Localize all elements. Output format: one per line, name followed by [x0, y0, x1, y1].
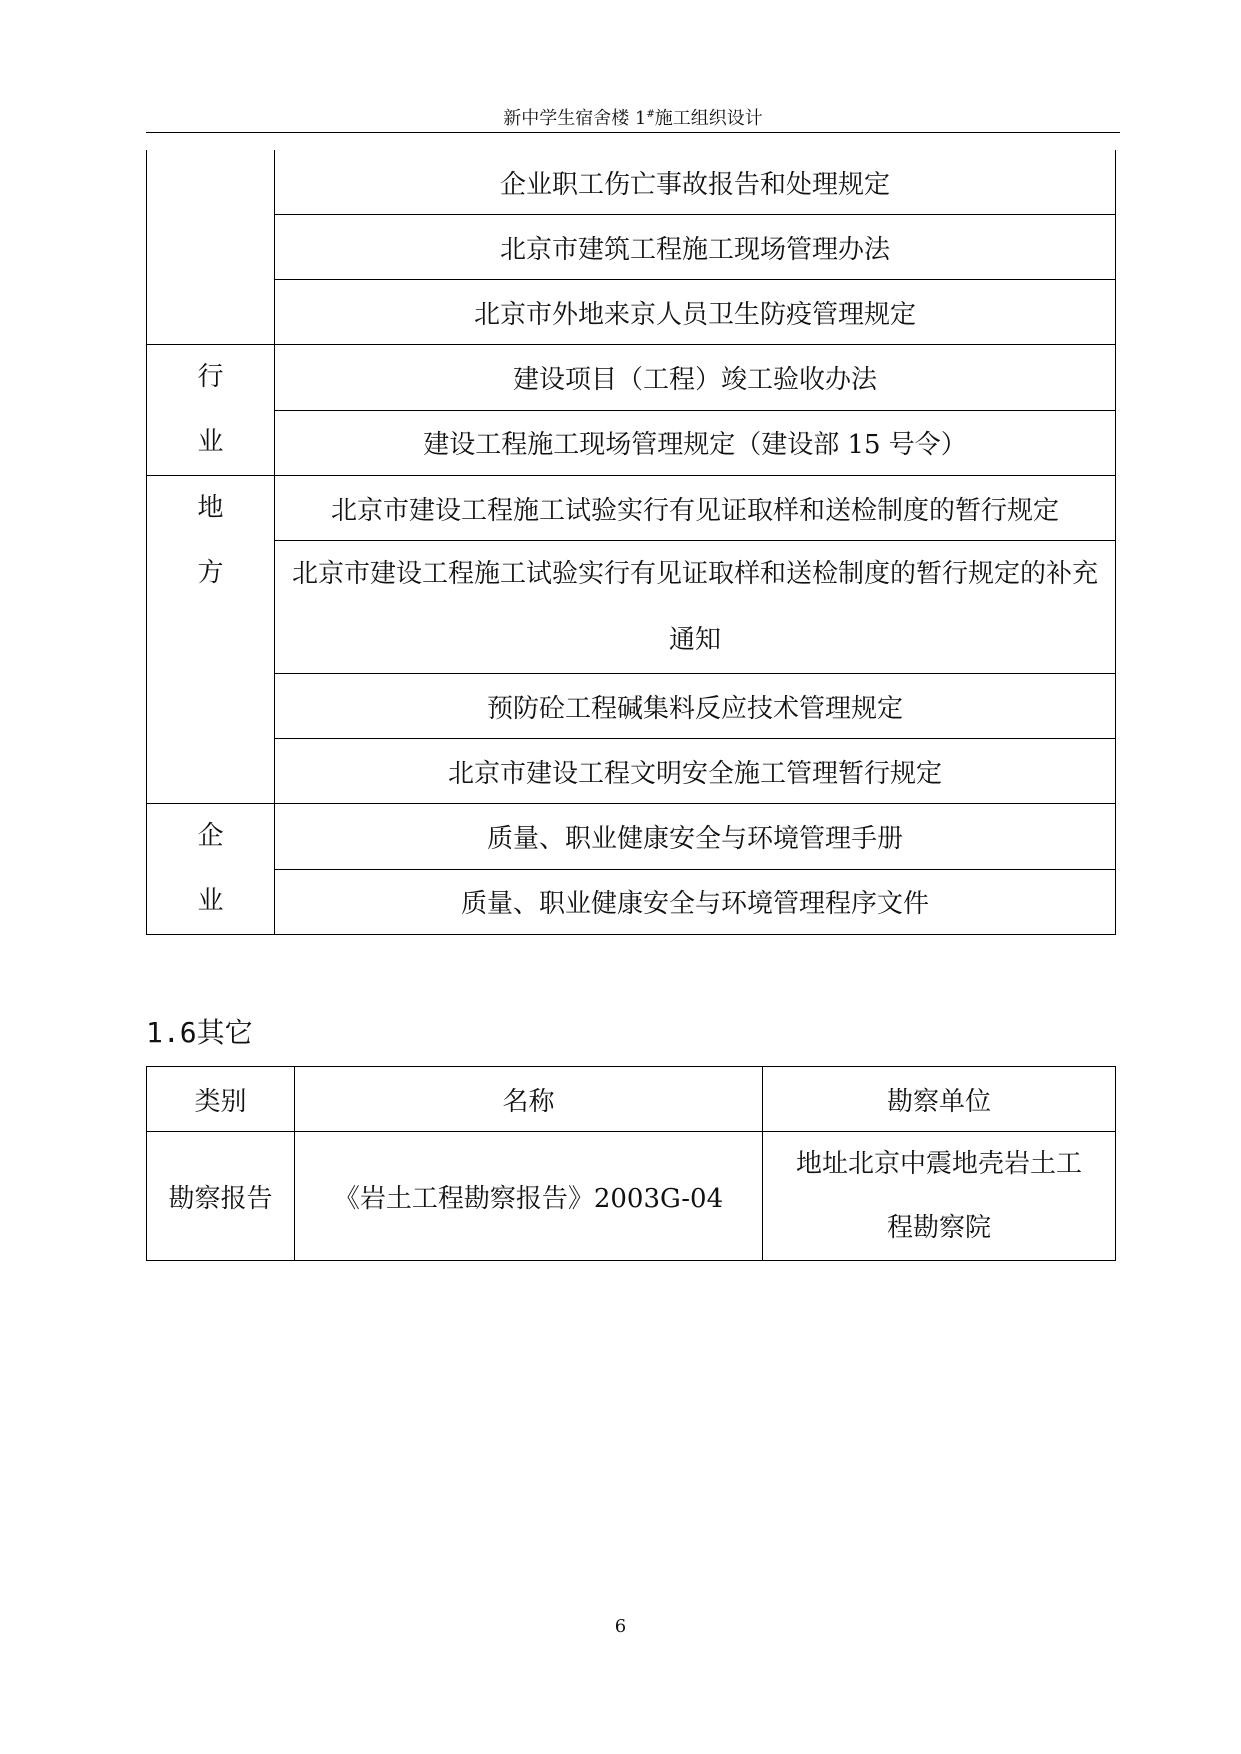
header-title-rest: 施工组织设计	[654, 108, 763, 129]
category-cell-enterprise	[147, 804, 275, 935]
category-char: 行	[197, 362, 224, 392]
page-number: 6	[614, 1616, 627, 1637]
header-category: 类别	[147, 1067, 295, 1132]
category-cell-local	[147, 476, 275, 804]
category-cell	[147, 150, 275, 345]
row-unit-line2: 程勘察院	[886, 1213, 991, 1243]
row-name: 《岩土工程勘察报告》2003G-04	[295, 1132, 763, 1261]
regulation-item: 北京市建筑工程施工现场管理办法	[275, 215, 1116, 280]
regulations-table	[146, 150, 1116, 935]
section-title-text: 其它	[196, 1016, 253, 1049]
category-cell-industry	[147, 345, 275, 476]
header-rule	[146, 132, 1120, 133]
survey-table	[146, 1066, 1116, 1261]
regulation-item: 北京市建设工程施工试验实行有见证取样和送检制度的暂行规定	[275, 476, 1116, 541]
regulation-item: 北京市建设工程文明安全施工管理暂行规定	[275, 739, 1116, 804]
regulation-item: 北京市外地来京人员卫生防疫管理规定	[275, 280, 1116, 345]
header-unit: 勘察单位	[763, 1067, 1116, 1132]
category-char: 地	[197, 493, 224, 523]
section-title	[146, 1013, 253, 1053]
header-name: 名称	[295, 1067, 763, 1132]
regulation-item: 企业职工伤亡事故报告和处理规定	[275, 150, 1116, 215]
section-number: 1.6	[146, 1016, 197, 1049]
category-char: 业	[197, 427, 224, 457]
regulation-item: 质量、职业健康安全与环境管理手册	[275, 804, 1116, 870]
row-unit	[763, 1132, 1116, 1261]
category-char: 方	[197, 558, 224, 588]
regulation-item: 质量、职业健康安全与环境管理程序文件	[275, 869, 1116, 935]
regulation-item: 预防砼工程碱集料反应技术管理规定	[275, 674, 1116, 739]
category-char: 业	[197, 886, 224, 916]
regulation-item: 北京市建设工程施工试验实行有见证取样和送检制度的暂行规定的补充通知	[275, 541, 1116, 674]
header-title: 新中学生宿舍楼 1	[503, 108, 647, 129]
category-char: 企	[197, 821, 224, 851]
row-unit-line1: 地址北京中震地壳岩土工	[795, 1149, 1082, 1179]
page-header	[146, 104, 1120, 130]
header-sup: #	[646, 109, 655, 120]
regulation-item: 建设项目（工程）竣工验收办法	[275, 345, 1116, 411]
row-category: 勘察报告	[147, 1132, 295, 1261]
regulation-item: 建设工程施工现场管理规定（建设部 15 号令）	[275, 410, 1116, 476]
